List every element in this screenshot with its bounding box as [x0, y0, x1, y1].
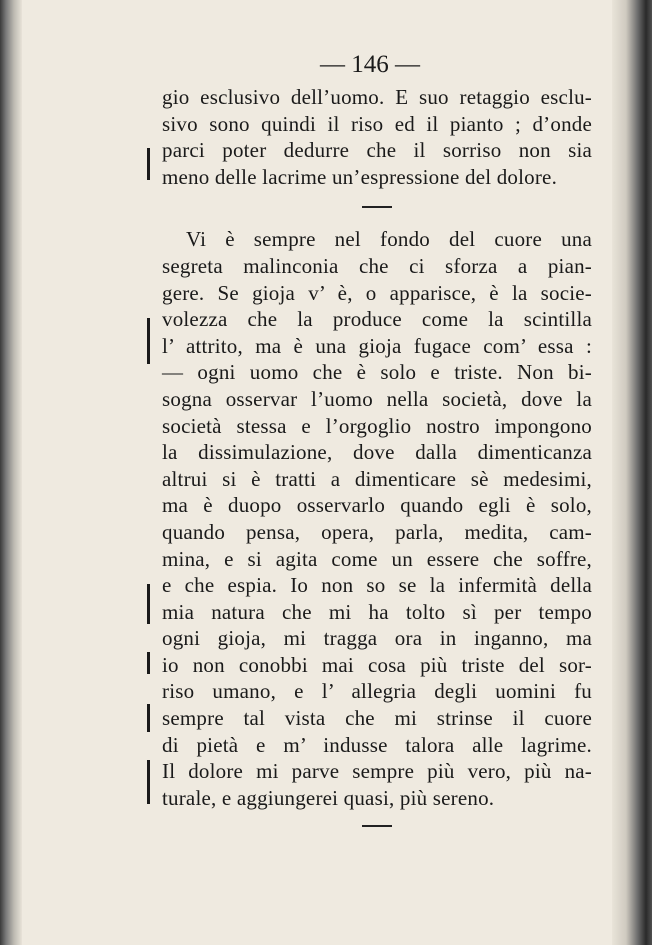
margin-mark	[147, 318, 150, 364]
margin-mark	[147, 148, 150, 180]
section-separator	[362, 206, 392, 208]
text-line: parci poter dedurre che il sorriso non sia	[162, 138, 592, 163]
book-page	[162, 48, 592, 845]
text-line: Vi è sempre nel fondo del cuore una	[186, 227, 592, 252]
text-line: di pietà e m’ indusse talora alle lagrime.	[162, 732, 592, 757]
paragraph	[162, 226, 592, 811]
section-separator	[362, 825, 392, 827]
text-line: sivo sono quindi il riso ed il pianto ; d’onde	[162, 111, 592, 136]
text-line: segreta malinconia che ci sforza a pian-	[162, 253, 592, 278]
margin-mark	[147, 584, 150, 624]
margin-mark	[147, 704, 150, 732]
text-line: ma è duopo osservarlo quando egli è solo,	[162, 493, 592, 518]
text-line: mia natura che mi ha tolto sì per tempo	[162, 599, 592, 624]
page-edge-shadow	[612, 0, 652, 945]
text-line: — ogni uomo che è solo e triste. Non bi-	[162, 360, 592, 385]
margin-mark	[147, 652, 150, 674]
text-line: mina, e si agita come un essere che soffre,	[162, 546, 592, 571]
text-line: Il dolore mi parve sempre più vero, più na-	[162, 759, 592, 784]
text-line: e che espia. Io non so se la infermità della	[162, 573, 592, 598]
margin-mark	[147, 760, 150, 804]
text-line: ogni gioja, mi tragga ora in inganno, ma	[162, 626, 592, 651]
text-line: io non conobbi mai cosa più triste del sor-	[162, 652, 592, 677]
text-line: altrui si è tratti a dimenticare sè medesimi,	[162, 466, 592, 491]
text-line: turale, e aggiungerei quasi, più sereno.	[162, 785, 495, 810]
text-line: quando pensa, opera, parla, medita, cam-	[162, 519, 592, 544]
book-gutter-shadow	[0, 0, 22, 945]
text-line: società stessa e l’orgoglio nostro impongono	[162, 413, 592, 438]
text-line: l’ attrito, ma è una gioja fugace com’ essa :	[162, 333, 592, 358]
text-line: gere. Se gioja v’ è, o apparisce, è la socie-	[162, 280, 592, 305]
page-number: — 146 —	[320, 51, 420, 78]
text-line: sempre tal vista che mi strinse il cuore	[162, 706, 592, 731]
text-line: gio esclusivo dell’uomo. E suo retaggio esclu-	[162, 85, 592, 109]
paragraph-continued	[162, 84, 592, 190]
text-line: la dissimulazione, dove dalla dimenticanza	[162, 440, 592, 465]
text-line: sogna osservar l’uomo nella società, dove la	[162, 386, 592, 411]
text-line: volezza che la produce come la scintilla	[162, 307, 592, 332]
text-line: riso umano, e l’ allegria degli uomini fu	[162, 679, 592, 704]
text-line: meno delle lacrime un’espressione del dolore.	[162, 164, 558, 189]
